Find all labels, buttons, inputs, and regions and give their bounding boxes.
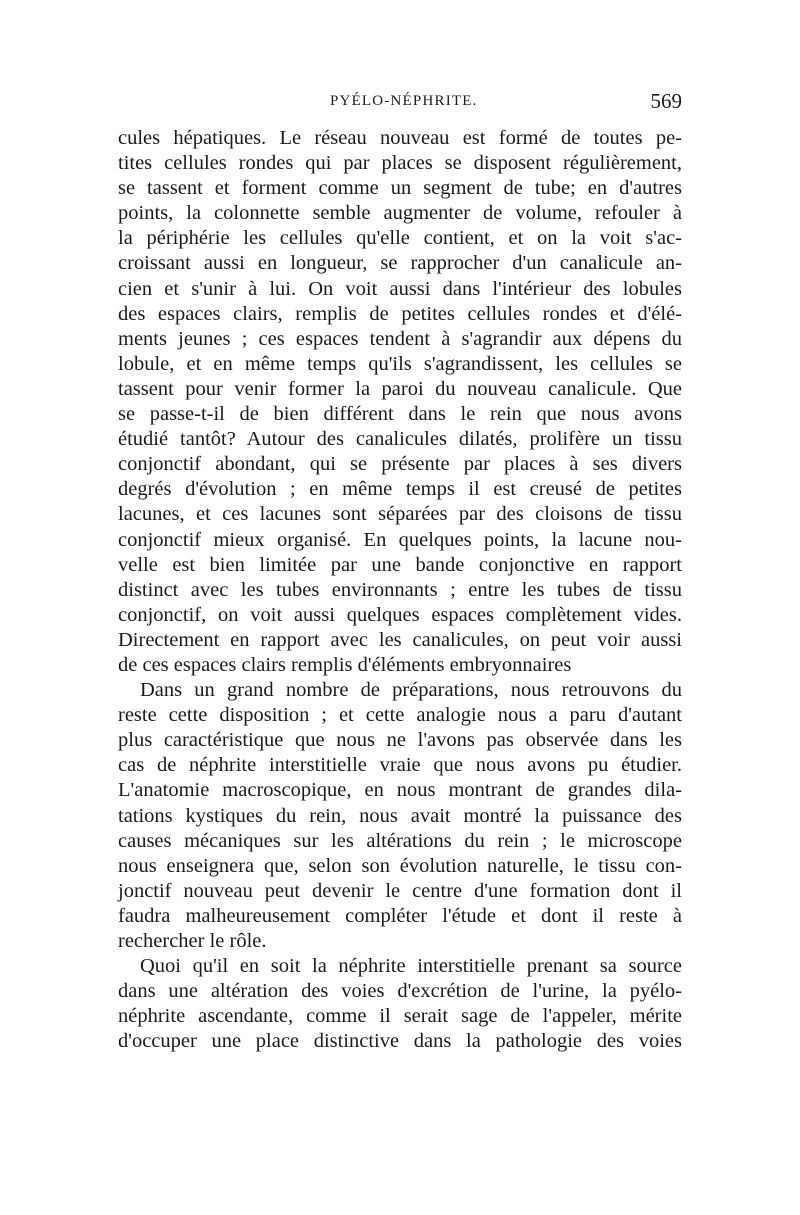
- text-line: des espaces clairs, remplis de petites cellules rondes et d'élé-: [118, 302, 682, 325]
- paragraph-start-line: Quoi qu'il en soit la néphrite interstitielle prenant sa source: [140, 955, 682, 978]
- text-line: ments jeunes ; ces espaces tendent à s'agrandir aux dépens du: [118, 327, 682, 350]
- text-line: cas de néphrite interstitielle vraie que nous avons pu étudier.: [118, 754, 682, 777]
- body-text: [118, 126, 682, 1054]
- text-line: lacunes, et ces lacunes sont séparées par des cloisons de tissu: [118, 503, 682, 526]
- page-number: 569: [650, 89, 682, 113]
- text-line: Directement en rapport avec les canalicules, on peut voir aussi: [118, 628, 682, 651]
- text-line: conjonctif, on voit aussi quelques espaces complètement vides.: [118, 603, 682, 626]
- text-line: cien et s'unir à lui. On voit aussi dans l'intérieur des lobules: [118, 277, 682, 300]
- text-line: reste cette disposition ; et cette analogie nous a paru d'autant: [118, 704, 682, 727]
- text-line: lobule, et en même temps qu'ils s'agrandissent, les cellules se: [118, 352, 682, 375]
- text-line: dans une altération des voies d'excrétion de l'urine, la pyélo-: [118, 980, 682, 1003]
- text-line: néphrite ascendante, comme il serait sage de l'appeler, mérite: [118, 1005, 682, 1028]
- text-line: la périphérie les cellules qu'elle contient, et on la voit s'ac-: [118, 227, 682, 250]
- text-line: nous enseignera que, selon son évolution naturelle, le tissu con-: [118, 854, 682, 877]
- text-line: étudié tantôt? Autour des canalicules dilatés, prolifère un tissu: [118, 428, 682, 451]
- paragraph-start-line: Dans un grand nombre de préparations, nous retrouvons du: [140, 679, 682, 702]
- text-line: points, la colonnette semble augmenter de volume, refouler à: [118, 202, 682, 225]
- text-line: cules hépatiques. Le réseau nouveau est formé de toutes pe-: [118, 127, 682, 149]
- text-line: tations kystiques du rein, nous avait montré la puissance des: [118, 804, 682, 827]
- text-line: se tassent et forment comme un segment de tube; en d'autres: [118, 177, 682, 200]
- text-line: velle est bien limitée par une bande conjonctive en rapport: [118, 553, 682, 576]
- text-line: plus caractéristique que nous ne l'avons pas observée dans les: [118, 729, 682, 752]
- text-line: distinct avec les tubes environnants ; entre les tubes de tissu: [118, 578, 682, 601]
- running-title: PYÉLO-NÉPHRITE.: [330, 93, 478, 109]
- text-line: rechercher le rôle.: [118, 930, 267, 952]
- text-line: degrés d'évolution ; en même temps il est creusé de petites: [118, 478, 682, 501]
- text-line: causes mécaniques sur les altérations du rein ; le microscope: [118, 829, 682, 852]
- text-line: tites cellules rondes qui par places se disposent régulièrement,: [118, 152, 682, 175]
- text-line: jonctif nouveau peut devenir le centre d'une formation dont il: [118, 879, 682, 902]
- text-line: de ces espaces clairs remplis d'éléments embryonnaires: [118, 653, 572, 676]
- text-line: conjonctif mieux organisé. En quelques points, la lacune nou-: [118, 528, 682, 551]
- text-line: se passe-t-il de bien différent dans le rein que nous avons: [118, 403, 682, 426]
- text-line: L'anatomie macroscopique, en nous montrant de grandes dila-: [118, 779, 682, 802]
- page-header: [118, 89, 682, 117]
- text-line: croissant aussi en longueur, se rapprocher d'un canalicule an-: [118, 252, 682, 275]
- text-line: d'occuper une place distinctive dans la pathologie des voies: [118, 1030, 682, 1053]
- text-line: tassent pour venir former la paroi du nouveau canalicule. Que: [118, 377, 682, 400]
- text-line: faudra malheureusement compléter l'étude et dont il reste à: [118, 904, 682, 927]
- text-line: conjonctif abondant, qui se présente par places à ses divers: [118, 453, 682, 476]
